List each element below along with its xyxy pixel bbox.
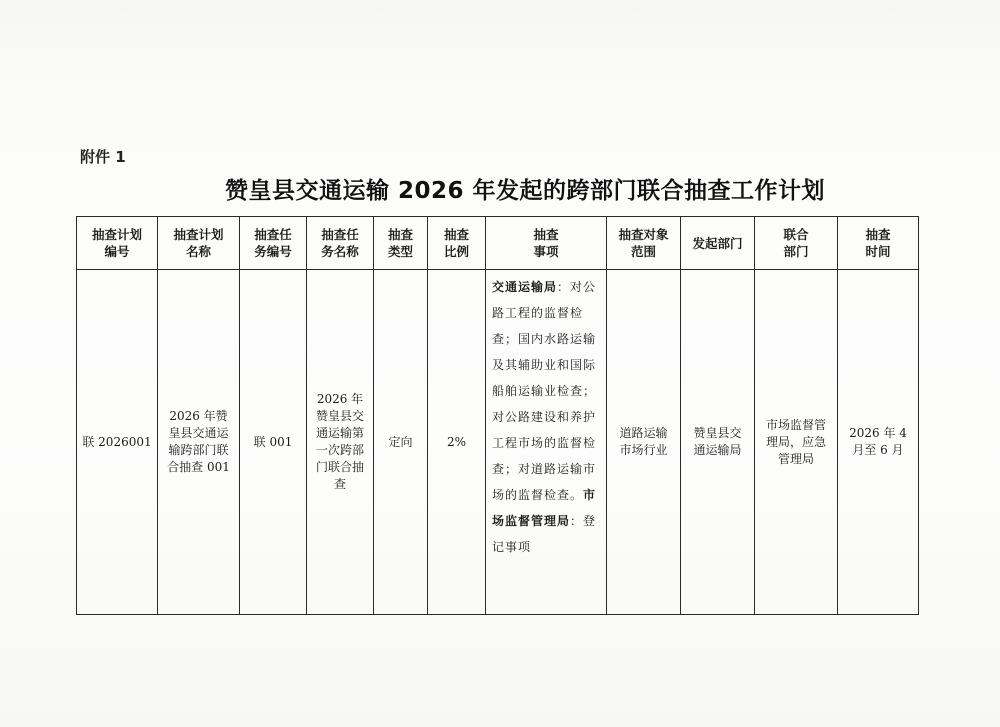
matters-label-market: 市场监督管理局	[492, 488, 597, 528]
cell-plan-no: 联 2026001	[77, 270, 158, 615]
header-initiator: 发起部门	[681, 217, 755, 270]
header-joint-dept: 联合 部门	[755, 217, 838, 270]
header-plan-name: 抽查计划 名称	[158, 217, 240, 270]
header-task-name: 抽查任 务名称	[307, 217, 374, 270]
header-scope: 抽查对象 范围	[607, 217, 681, 270]
matters-text-market: ：登记事项	[492, 514, 597, 554]
cell-time: 2026 年 4 月至 6 月	[838, 270, 919, 615]
header-time: 抽查 时间	[838, 217, 919, 270]
cell-type: 定向	[374, 270, 428, 615]
matters-label-transport: 交通运输局	[492, 280, 558, 294]
cell-task-name: 2026 年赞皇县交通运输第一次跨部门联合抽查	[307, 270, 374, 615]
header-task-no: 抽查任 务编号	[240, 217, 307, 270]
header-plan-no: 抽查计划 编号	[77, 217, 158, 270]
cell-joint-dept: 市场监督管理局，应急管理局	[755, 270, 838, 615]
table-header-row	[77, 217, 919, 270]
document-title: 赞皇县交通运输 2026 年发起的跨部门联合抽查工作计划	[224, 178, 826, 204]
cell-matters	[486, 270, 607, 615]
table-row	[77, 270, 919, 615]
cell-task-no: 联 001	[240, 270, 307, 615]
cell-initiator: 赞皇县交通运输局	[681, 270, 755, 615]
matters-text-transport: ：对公路工程的监督检查；国内水路运输及其辅助业和国际船舶运输业检查；对公路建设和养护工程市场的监督检查；对道路运输市场的监督检查。	[492, 280, 597, 502]
cell-plan-name: 2026 年赞皇县交通运输跨部门联合抽查 001	[158, 270, 240, 615]
header-type: 抽查 类型	[374, 217, 428, 270]
cell-scope: 道路运输市场行业	[607, 270, 681, 615]
cell-ratio: 2%	[428, 270, 486, 615]
inspection-plan-table	[76, 216, 919, 615]
header-matters: 抽查 事项	[486, 217, 607, 270]
header-ratio: 抽查 比例	[428, 217, 486, 270]
attachment-label: 附件 1	[80, 148, 126, 166]
